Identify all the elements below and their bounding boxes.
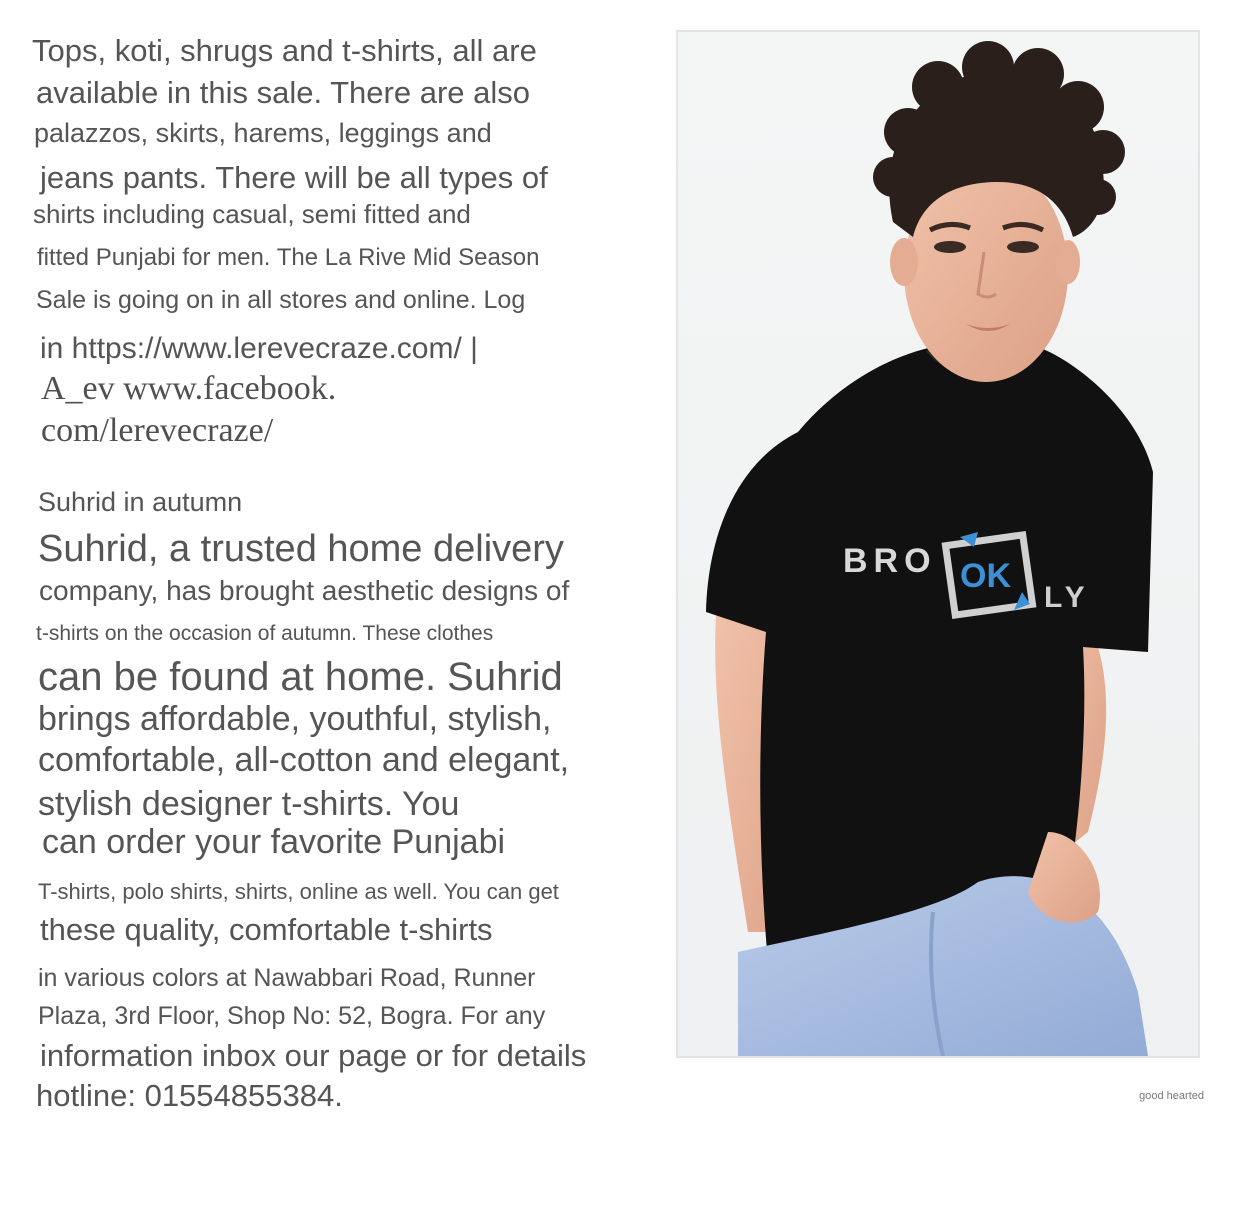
text-line: these quality, comfortable t-shirts — [40, 912, 493, 947]
text-line: company, has brought aesthetic designs of — [39, 575, 570, 606]
text-line: comfortable, all-cotton and elegant, — [38, 741, 570, 779]
text-line: brings affordable, youthful, stylish, — [38, 700, 552, 738]
website-link[interactable]: in https://www.lerevecraze.com/ | — [40, 332, 478, 365]
facebook-link[interactable]: com/lerevecraze/ — [41, 412, 274, 449]
text-line: can order your favorite Punjabi — [42, 823, 506, 861]
hotline-text: hotline: 01554855384. — [36, 1078, 343, 1113]
text-line: Sale is going on in all stores and online. Log — [36, 286, 526, 314]
text-line: jeans pants. There will be all types of — [40, 160, 548, 195]
text-line: palazzos, skirts, harems, leggings and — [34, 118, 492, 148]
text-line: Suhrid, a trusted home delivery — [38, 528, 564, 570]
text-line: t-shirts on the occasion of autumn. These clothes — [36, 622, 494, 645]
text-line: stylish designer t-shirts. You — [38, 785, 460, 823]
text-line: available in this sale. There are also — [36, 75, 530, 110]
model-photo — [676, 30, 1200, 1058]
model-illustration — [678, 32, 1198, 1056]
svg-text:LY: LY — [1044, 581, 1090, 614]
text-line: Tops, koti, shrugs and t-shirts, all are — [32, 33, 537, 68]
text-line: information inbox our page or for details — [40, 1038, 587, 1073]
text-line: can be found at home. Suhrid — [38, 655, 563, 699]
facebook-link[interactable]: A_ev www.facebook. — [41, 370, 337, 407]
svg-text:BRO: BRO — [843, 542, 937, 580]
text-line: Plaza, 3rd Floor, Shop No: 52, Bogra. For any — [38, 1002, 546, 1030]
section-subheading: Suhrid in autumn — [38, 487, 243, 517]
text-line: in various colors at Nawabbari Road, Runner — [38, 964, 536, 992]
text-line: T-shirts, polo shirts, shirts, online as well. You can get — [38, 879, 559, 904]
text-line: shirts including casual, semi fitted and — [33, 199, 471, 229]
photo-caption: good hearted — [1139, 1090, 1204, 1102]
svg-text:OK: OK — [960, 557, 1011, 595]
text-line: fitted Punjabi for men. The La Rive Mid Season — [37, 244, 540, 271]
